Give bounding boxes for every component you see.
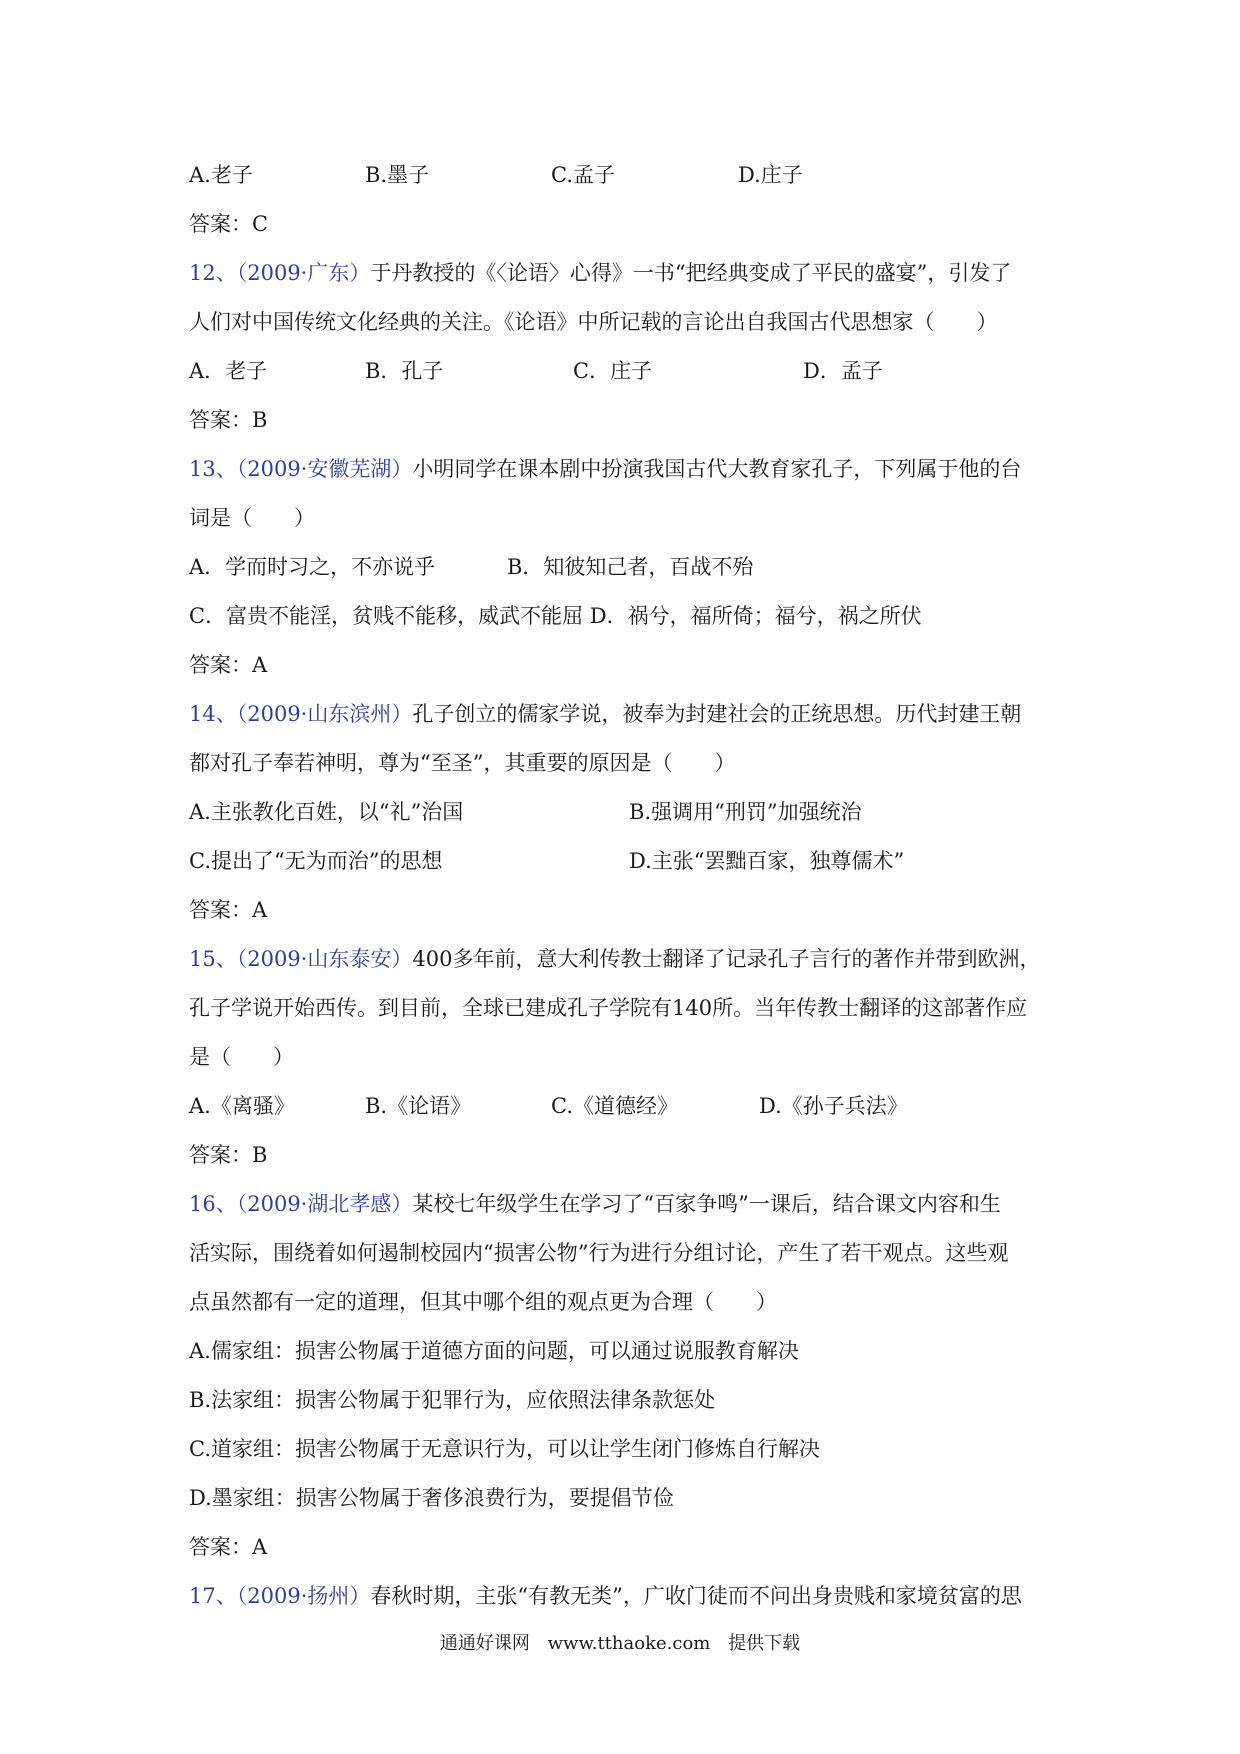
q16-line-1 — [189, 1189, 1001, 1219]
q13-options-row-2: C．富贵不能淫，贫贱不能移，威武不能屈 D．祸兮，福所倚；福兮，祸之所伏 — [189, 604, 922, 628]
q14-line-2: 都对孔子奉若神明，尊为“至圣”，其重要的原因是（ ） — [189, 751, 736, 775]
q11-option-a: A.老子 — [189, 163, 253, 187]
q16-number: 16、 — [189, 1192, 237, 1216]
q12-source: （2009·广东） — [236, 261, 371, 285]
q16-text-1: 某校七年级学生在学习了“百家争鸣”一课后，结合课文内容和生 — [412, 1192, 1001, 1216]
q13-options-row-1 — [189, 552, 1089, 582]
q13-source: （2009·安徽芜湖） — [236, 457, 413, 481]
q11-option-b: B.墨子 — [365, 163, 430, 187]
q11-answer: 答案：C — [189, 212, 269, 236]
q12-option-b: B．孔子 — [365, 359, 444, 383]
q13-option-b: B．知彼知己者，百战不殆 — [507, 555, 754, 579]
q15-option-a: A.《离骚》 — [189, 1094, 295, 1118]
q12-line-1 — [189, 258, 1011, 288]
q16-option-b: B.法家组：损害公物属于犯罪行为，应依照法律条款惩处 — [189, 1388, 716, 1412]
q14-source: （2009·山东滨州） — [236, 702, 413, 726]
footer-site-name: 通通好课网 — [439, 1633, 530, 1654]
q15-line-3: 是（ ） — [189, 1045, 294, 1069]
q16-option-d: D.墨家组：损害公物属于奢侈浪费行为，要提倡节俭 — [189, 1486, 674, 1510]
q16-option-a: A.儒家组：损害公物属于道德方面的问题，可以通过说服教育解决 — [189, 1339, 799, 1363]
q12-options — [189, 356, 1089, 386]
q17-source: （2009·扬州） — [236, 1584, 371, 1608]
q14-option-d: D.主张“罢黜百家，独尊儒术” — [629, 849, 905, 873]
q12-option-d: D．孟子 — [803, 359, 883, 383]
q13-number: 13、 — [189, 457, 237, 481]
q14-answer: 答案：A — [189, 898, 268, 922]
q16-option-c: C.道家组：损害公物属于无意识行为，可以让学生闭门修炼自行解决 — [189, 1437, 820, 1461]
q13-answer: 答案：A — [189, 653, 268, 677]
q15-option-d: D.《孙子兵法》 — [759, 1094, 908, 1118]
q15-option-b: B.《论语》 — [365, 1094, 472, 1118]
q12-option-c: C．庄子 — [573, 359, 653, 383]
footer-url[interactable]: www.tthaoke.com — [547, 1633, 711, 1654]
q13-line-2: 词是（ ） — [189, 506, 315, 530]
q14-options-row-2 — [189, 846, 1089, 876]
q13-option-a: A．学而时习之，不亦说乎 — [189, 555, 436, 579]
q14-options-row-1 — [189, 797, 1089, 827]
q12-text-1: 于丹教授的《〈论语〉心得》一书“把经典变成了平民的盛宴”，引发了 — [370, 261, 1012, 285]
q16-line-3: 点虽然都有一定的道理，但其中哪个组的观点更为合理（ ） — [189, 1290, 777, 1314]
q13-line-1 — [189, 454, 1021, 484]
q14-option-c: C.提出了“无为而治”的思想 — [189, 849, 443, 873]
q15-text-1: 400多年前，意大利传教士翻译了记录孔子言行的著作并带到欧洲， — [412, 947, 1041, 971]
q11-options — [189, 160, 1089, 190]
q17-text-1: 春秋时期，主张“有教无类”，广收门徒而不问出身贵贱和家境贫富的思 — [370, 1584, 1022, 1608]
q15-option-c: C.《道德经》 — [551, 1094, 678, 1118]
footer-note: 提供下载 — [728, 1633, 801, 1654]
q16-source: （2009·湖北孝感） — [236, 1192, 413, 1216]
q16-line-2: 活实际，围绕着如何遏制校园内“损害公物”行为进行分组讨论，产生了若干观点。这些观 — [189, 1241, 1009, 1265]
q16-answer: 答案：A — [189, 1535, 268, 1559]
q14-line-1 — [189, 699, 1021, 729]
q12-option-a: A．老子 — [189, 359, 268, 383]
q17-line-1 — [189, 1581, 1022, 1611]
q15-line-1 — [189, 944, 1040, 974]
q13-text-1: 小明同学在课本剧中扮演我国古代大教育家孔子，下列属于他的台 — [412, 457, 1022, 481]
q14-option-b: B.强调用“刑罚”加强统治 — [629, 800, 862, 824]
q15-source: （2009·山东泰安） — [236, 947, 413, 971]
page-footer — [0, 1631, 1240, 1657]
q14-text-1: 孔子创立的儒家学说，被奉为封建社会的正统思想。历代封建王朝 — [412, 702, 1022, 726]
q12-number: 12、 — [189, 261, 237, 285]
q11-option-d: D.庄子 — [738, 163, 803, 187]
q12-line-2: 人们对中国传统文化经典的关注。《论语》中所记载的言论出自我国古代思想家（ ） — [189, 310, 998, 334]
q11-option-c: C.孟子 — [551, 163, 615, 187]
q15-answer: 答案：B — [189, 1143, 268, 1167]
q14-option-a: A.主张教化百姓，以“礼”治国 — [189, 800, 464, 824]
q17-number: 17、 — [189, 1584, 237, 1608]
q15-number: 15、 — [189, 947, 237, 971]
q15-line-2: 孔子学说开始西传。到目前，全球已建成孔子学院有140所。当年传教士翻译的这部著作应 — [189, 996, 1028, 1020]
q14-number: 14、 — [189, 702, 237, 726]
q12-answer: 答案：B — [189, 408, 268, 432]
q15-options — [189, 1091, 1089, 1121]
